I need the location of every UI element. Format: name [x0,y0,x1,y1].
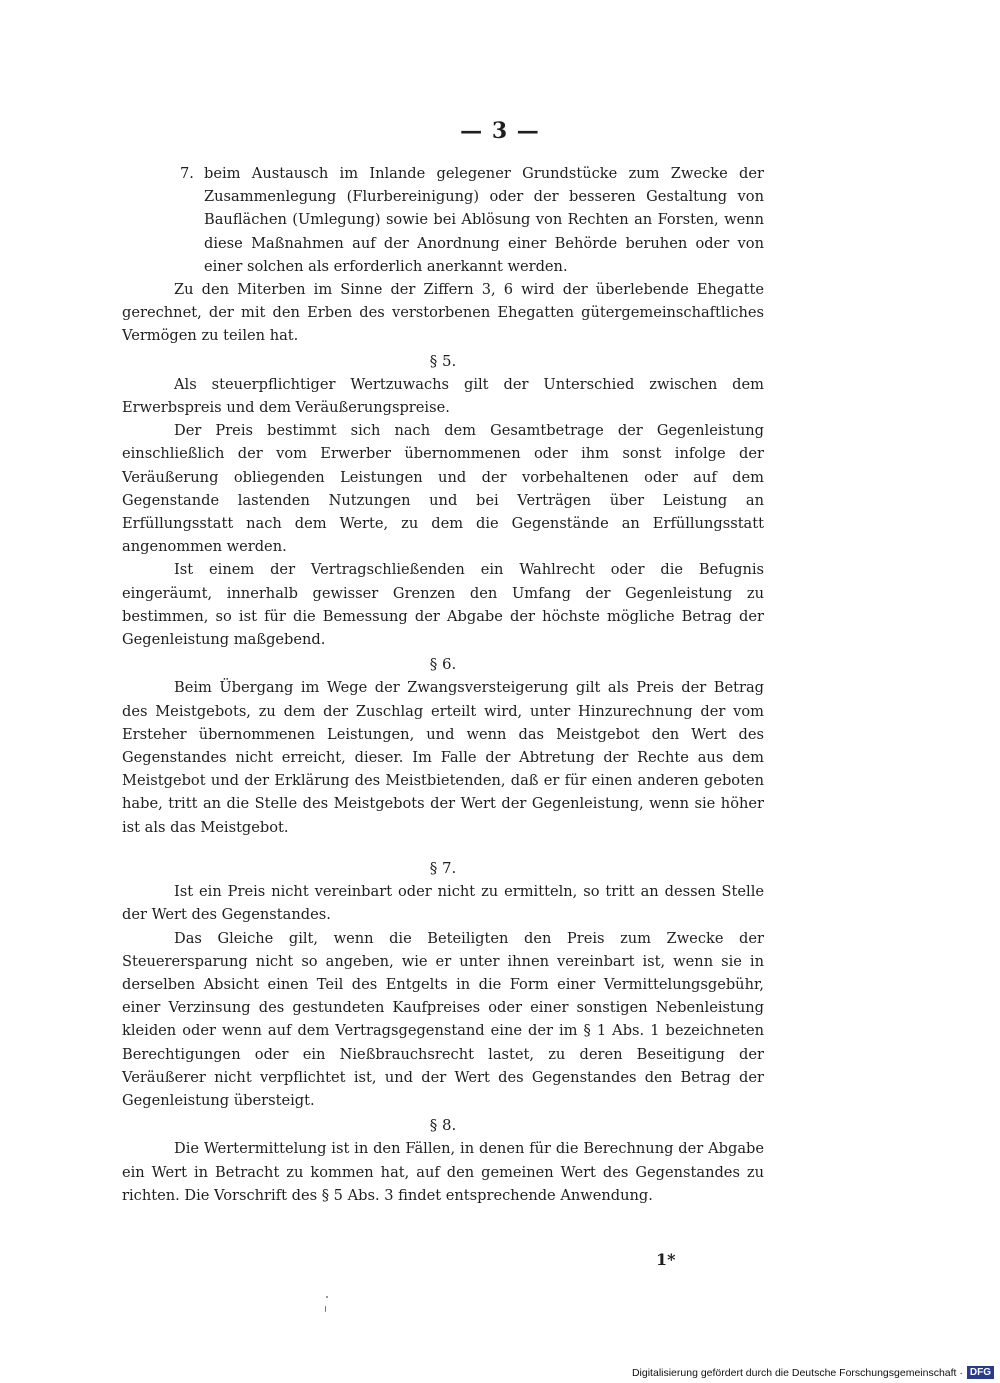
paragraph: Das Gleiche gilt, wenn die Beteiligten den Preis zum Zwecke der Steuerersparung nicht so angeben, wie er unter ihnen vereinbart ist, wenn sie in derselben Absicht einen Teil des Entgelts in die Form einer Vermittelungsgebühr, einer Verzinsung des gestundeten Kaufpreises oder einer sonstigen Nebenleistung kleiden oder wenn auf dem Vertragsgegenstand eine der im § 1 Abs. 1 bezeichneten Berechtigungen oder ein Nießbrauchsrecht lastet, zu deren Beseitigung der Veräußerer nicht verpflichtet ist, und der Wert des Gegenstandes den Betrag der Gegenleistung übersteigt. [122,929,764,1109]
page-number: — 3 — [460,118,540,144]
paragraph: Der Preis bestimmt sich nach dem Gesamtbetrage der Gegenleistung einschließlich der vom Erwerber übernommenen oder ihm sonst infolge der Veräußerung obliegenden Leistungen und der vorbehaltenen oder auf dem Gegenstande lastenden Nutzungen und bei Verträgen über Leistung an Erfüllungsstatt nach dem Werte, zu dem die Gegenstände an Erfüllungsstatt angenommen werden. [122,422,764,556]
paragraph: Beim Übergang im Wege der Zwangsversteigerung gilt als Preis der Betrag des Meistgebots, zu dem der Zuschlag erteilt wird, unter Hinzurechnung der vom Ersteher übernommenen Leistungen, und wenn das Meistgebot den Wert des Gegenstandes nicht erreicht, dieser. Im Falle der Abtretung der Rechte aus dem Meistgebot und der Erklärung des Meistbietenden, daß er für einen anderen geboten habe, tritt an die Stelle des Meistgebots der Wert der Gegenleistung, wenn sie höher ist als das Meistgebot. [122,679,764,836]
paragraph-miterben: Zu den Miterben im Sinne der Ziffern 3, 6 wird der überlebende Ehegatte gerechnet, der mit den Erben des verstorbenen Ehegatten gütergemeinschaftliches Vermögen zu teilen hat. [122,281,764,345]
section-heading: § 8. [429,1116,457,1135]
scan-speck [326,1296,328,1298]
section-7 [122,857,764,1112]
scan-speck [325,1306,326,1312]
signature-mark: 1* [656,1250,676,1269]
paragraph: Die Wertermittelung ist in den Fällen, in denen für die Berechnung der Abgabe ein Wert in Betracht zu kommen hat, auf den gemeinen Wert des Gegenstandes zu richten. Die Vorschrift des § 5 Abs. 3 findet entsprechende Anwendung. [122,1140,764,1204]
section-heading: § 6. [429,655,457,674]
dfg-logo: DFG [967,1366,994,1379]
section-8 [122,1114,764,1207]
paragraph: Ist einem der Vertragschließenden ein Wahlrecht oder die Befugnis eingeräumt, innerhalb gewisser Grenzen den Umfang der Gegenleistung zu bestimmen, so ist für die Bemessung der Abgabe der höchste mögliche Betrag der Gegenleistung maßgebend. [122,561,764,649]
paragraph: Als steuerpflichtiger Wertzuwachs gilt der Unterschied zwischen dem Erwerbspreis und dem Veräußerungspreise. [122,375,764,417]
section-6 [122,653,764,839]
section-heading: § 7. [429,858,457,877]
page-body [122,162,764,1207]
list-item-number: 7. [180,165,194,182]
list-item-7 [122,162,764,278]
section-5 [122,350,764,652]
section-heading: § 5. [429,351,457,370]
digitization-footer [632,1366,994,1379]
footer-text: Digitalisierung gefördert durch die Deutsche Forschungsgemeinschaft · [631,1366,963,1379]
paragraph: Ist ein Preis nicht vereinbart oder nicht zu ermitteln, so tritt an dessen Stelle der Wert des Gegenstandes. [122,883,764,924]
list-item-text: beim Austausch im Inlande gelegener Grundstücke zum Zwecke der Zusammenlegung (Flurbereinigung) oder der besseren Gestaltung von Bauflächen (Umlegung) sowie bei Ablösung von Rechten an Forsten, wenn diese Maßnahmen auf der Anordnung einer Behörde beruhen oder von einer solchen als erforderlich anerkannt werden. [204,165,764,275]
